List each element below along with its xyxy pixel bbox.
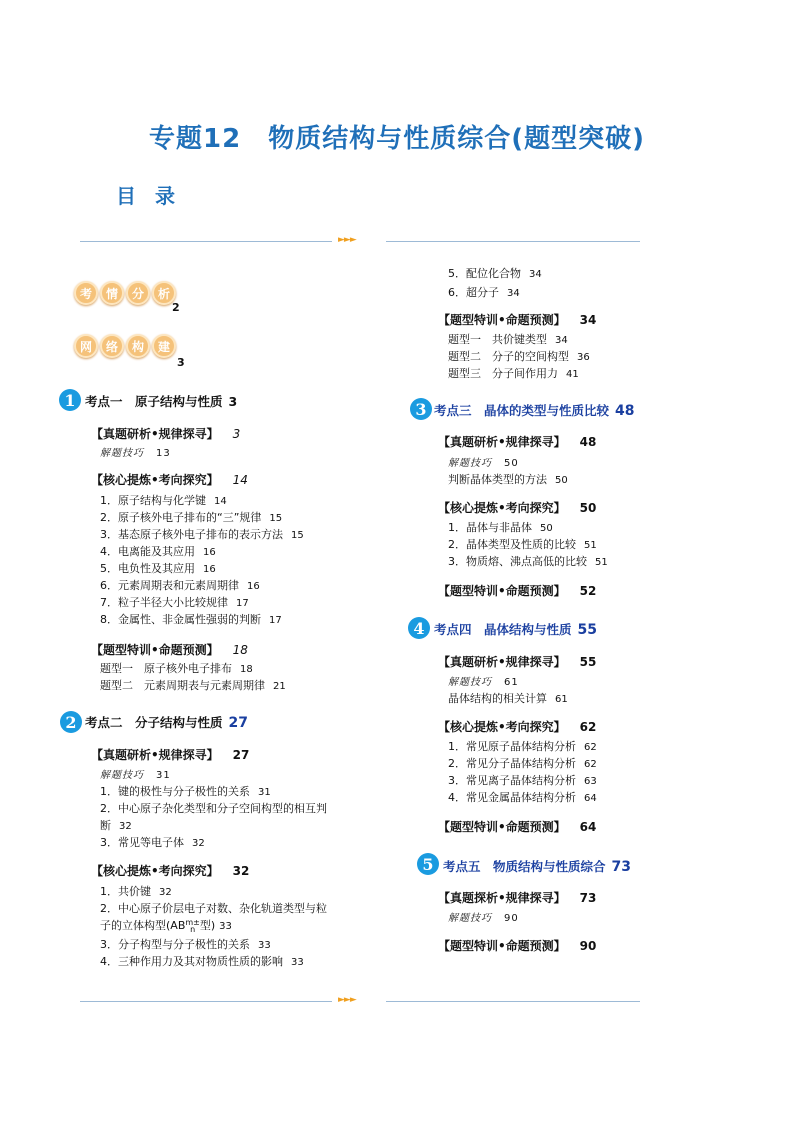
divider-bottom-right: [386, 1001, 640, 1002]
page-number: 31: [156, 770, 171, 781]
toc-tip[interactable]: [448, 673, 519, 688]
toc-item[interactable]: [100, 611, 282, 627]
toc-item[interactable]: [100, 953, 304, 969]
item-label: 6．超分子: [448, 286, 499, 299]
kaodian-label: 考点三 晶体的类型与性质比较: [434, 403, 610, 418]
toc-item[interactable]: [448, 772, 597, 788]
item-label: 1．晶体与非晶体: [448, 521, 532, 534]
item-label: 2．原子核外电子排布的“三”规律: [100, 511, 262, 524]
badge-char: 析: [152, 281, 176, 305]
toc-item[interactable]: [100, 936, 271, 952]
tip-label: 解题技巧: [448, 913, 492, 924]
item-label: 1．常见原子晶体结构分析: [448, 740, 576, 753]
toc-tip[interactable]: [100, 766, 171, 781]
page-number: 50: [555, 475, 568, 486]
toc-item[interactable]: [448, 755, 597, 771]
page-number: 36: [577, 352, 590, 363]
page-number: 52: [579, 584, 597, 598]
toc-item[interactable]: [448, 365, 579, 381]
toc-item[interactable]: [100, 526, 304, 542]
toc-section[interactable]: [438, 653, 596, 670]
toc-kaodian-5[interactable]: [443, 857, 631, 875]
toc-section[interactable]: [438, 499, 596, 516]
toc-item[interactable]: [100, 543, 216, 559]
toc-item[interactable]: [100, 677, 286, 693]
page-number: 34: [579, 313, 597, 327]
item-label: 型): [199, 919, 216, 932]
page-number: 62: [579, 720, 597, 734]
toc-item[interactable]: [100, 509, 282, 525]
section-label: 【题型特训•命题预测】: [91, 643, 219, 657]
toc-item[interactable]: [100, 883, 172, 899]
toc-item[interactable]: [100, 800, 327, 816]
toc-kaodian-4[interactable]: [434, 620, 597, 638]
page-number: 31: [258, 787, 271, 798]
toc-item[interactable]: [100, 660, 253, 676]
toc-section[interactable]: [91, 746, 249, 763]
toc-item[interactable]: [100, 817, 132, 833]
toc-item[interactable]: [100, 560, 216, 576]
item-label: 晶体结构的相关计算: [448, 692, 547, 705]
tip-label: 解题技巧: [448, 458, 492, 469]
divider-bottom-left: [80, 1001, 332, 1002]
page-number: 73: [611, 859, 631, 875]
item-label: 2．常见分子晶体结构分析: [448, 757, 576, 770]
page-number: 34: [507, 288, 520, 299]
toc-item[interactable]: [448, 471, 568, 487]
divider-top-right: [386, 241, 640, 242]
kaodian-label: 考点五 物质结构与性质综合: [443, 859, 606, 874]
toc-heading: 目 录: [116, 184, 181, 208]
page-number: 17: [236, 598, 249, 609]
item-label: 1．共价键: [100, 885, 151, 898]
kaodian-label: 考点二 分子结构与性质: [85, 715, 223, 730]
badge-network-build[interactable]: [74, 334, 176, 358]
section-label: 【核心提炼•考向探究】: [438, 501, 566, 515]
number-circle-icon: 1: [59, 389, 81, 411]
badge-char: 络: [100, 334, 124, 358]
page-number: 48: [579, 435, 597, 449]
page-number: 55: [579, 655, 597, 669]
toc-item[interactable]: [100, 917, 232, 933]
toc-item[interactable]: [448, 284, 520, 300]
page-number: 51: [584, 540, 597, 551]
page-number: 33: [291, 957, 304, 968]
page-number: 32: [119, 821, 132, 832]
section-label: 【真题研析•规律探寻】: [438, 655, 566, 669]
item-label: 2．中心原子价层电子对数、杂化轨道类型与粒: [100, 902, 327, 915]
page-number: 15: [291, 530, 304, 541]
page-number: 16: [203, 547, 216, 558]
toc-section[interactable]: [438, 718, 596, 735]
page-number: 51: [595, 557, 608, 568]
page-number: 33: [258, 940, 271, 951]
toc-section[interactable]: [438, 311, 596, 328]
page-number: 3: [232, 427, 241, 441]
number-circle-icon: 4: [408, 617, 430, 639]
item-label: 4．常见金属晶体结构分析: [448, 791, 576, 804]
page-number: 32: [192, 838, 205, 849]
section-label: 【真题研析•规律探寻】: [91, 427, 219, 441]
page-number: 50: [504, 458, 519, 469]
item-label: 题型三 分子间作用力: [448, 367, 558, 380]
toc-kaodian-1[interactable]: [85, 392, 237, 410]
item-label: 题型一 原子核外电子排布: [100, 662, 232, 675]
item-label: 3．常见离子晶体结构分析: [448, 774, 576, 787]
item-label: 5．电负性及其应用: [100, 562, 195, 575]
item-label: 题型二 元素周期表与元素周期律: [100, 679, 265, 692]
page-number: 64: [584, 793, 597, 804]
toc-section[interactable]: [438, 889, 596, 906]
item-label: 判断晶体类型的方法: [448, 473, 547, 486]
badge-char: 建: [152, 334, 176, 358]
toc-item[interactable]: [100, 492, 227, 508]
toc-item[interactable]: [448, 553, 608, 569]
page-number: 27: [228, 715, 248, 731]
section-label: 【真题探析•规律探寻】: [438, 891, 566, 905]
page-number: 61: [504, 677, 519, 688]
number-circle-icon: 3: [410, 398, 432, 420]
item-label: 题型一 共价键类型: [448, 333, 547, 346]
page-number: 3: [228, 394, 238, 409]
toc-item[interactable]: [448, 789, 597, 805]
section-label: 【题型特训•命题预测】: [438, 584, 566, 598]
item-label: 8．金属性、非金属性强弱的判断: [100, 613, 261, 626]
toc-item[interactable]: [448, 331, 568, 347]
arrows-icon: ►►►: [338, 995, 356, 1005]
item-label: 5．配位化合物: [448, 267, 521, 280]
page-number: 32: [232, 864, 250, 878]
item-label: 2．晶体类型及性质的比较: [448, 538, 576, 551]
page-number: 18: [240, 664, 253, 675]
toc-item[interactable]: [100, 900, 327, 916]
section-label: 【题型特训•命题预测】: [438, 313, 566, 327]
number-circle-icon: 2: [60, 711, 82, 733]
toc-item[interactable]: [448, 519, 553, 535]
page-number: 61: [555, 694, 568, 705]
page-number: 14: [232, 473, 248, 487]
toc-tip[interactable]: [448, 909, 519, 924]
section-label: 【真题研析•规律探寻】: [91, 748, 219, 762]
page-number: 21: [273, 681, 286, 692]
divider-top-left: [80, 241, 332, 242]
toc-section[interactable]: [438, 433, 596, 450]
item-label: 子的立体构型(AB: [100, 919, 186, 932]
badge-char: 情: [100, 281, 124, 305]
page-number: 62: [584, 742, 597, 753]
badge-char: 构: [126, 334, 150, 358]
tip-label: 解题技巧: [100, 448, 144, 459]
page-number: 15: [269, 513, 283, 524]
toc-item[interactable]: [100, 783, 271, 799]
section-label: 【真题研析•规律探寻】: [438, 435, 566, 449]
item-label: 2．中心原子杂化类型和分子空间构型的相互判: [100, 802, 327, 815]
toc-section[interactable]: [91, 862, 249, 879]
section-label: 【核心提炼•考向探究】: [438, 720, 566, 734]
toc-kaodian-3[interactable]: [434, 401, 635, 419]
item-label: 断: [100, 819, 111, 832]
tip-label: 解题技巧: [100, 770, 144, 781]
badge-char: 网: [74, 334, 98, 358]
page-number: 32: [159, 887, 172, 898]
item-label: 4．三种作用力及其对物质性质的影响: [100, 955, 283, 968]
item-label: 3．物质熔、沸点高低的比较: [448, 555, 587, 568]
item-label: 7．粒子半径大小比较规律: [100, 596, 228, 609]
item-label: 题型二 分子的空间构型: [448, 350, 569, 363]
toc-section[interactable]: [438, 818, 596, 835]
page-number: 50: [540, 523, 553, 534]
toc-section[interactable]: [91, 471, 248, 488]
toc-tip[interactable]: [100, 444, 171, 459]
section-label: 【核心提炼•考向探究】: [91, 864, 219, 878]
toc-item[interactable]: [448, 265, 542, 281]
section-label: 【题型特训•命题预测】: [438, 939, 566, 953]
badge-char: 分: [126, 281, 150, 305]
toc-section[interactable]: [91, 641, 248, 658]
section-label: 【题型特训•命题预测】: [438, 820, 566, 834]
page-number: 14: [214, 496, 227, 507]
page-number: 17: [269, 615, 282, 626]
subscript: n: [190, 925, 196, 934]
page-number: 55: [577, 622, 597, 638]
number-circle-icon: 5: [417, 853, 439, 875]
toc-item[interactable]: [100, 834, 205, 850]
item-label: 1．键的极性与分子极性的关系: [100, 785, 250, 798]
page-number: 18: [232, 643, 248, 657]
superscript: m±: [185, 918, 200, 927]
page-number: 73: [579, 891, 597, 905]
arrows-icon: ►►►: [338, 235, 356, 245]
page-number: 27: [232, 748, 250, 762]
page-number: 90: [504, 913, 519, 924]
item-label: 3．基态原子核外电子排布的表示方法: [100, 528, 283, 541]
toc-item[interactable]: [448, 536, 597, 552]
badge-exam-analysis[interactable]: [74, 281, 176, 305]
page-number: 50: [579, 501, 597, 515]
toc-tip[interactable]: [448, 454, 519, 469]
page-number: 62: [584, 759, 597, 770]
page-number: 34: [529, 269, 542, 280]
toc-item[interactable]: [100, 594, 249, 610]
tip-label: 解题技巧: [448, 677, 492, 688]
page-number: 41: [566, 369, 579, 380]
toc-item[interactable]: [448, 738, 597, 754]
toc-section[interactable]: [91, 425, 240, 442]
page-number: 64: [579, 820, 597, 834]
toc-item[interactable]: [448, 348, 590, 364]
page-number: 90: [579, 939, 597, 953]
page-number: 34: [555, 335, 568, 346]
page-number: 3: [177, 356, 185, 369]
item-label: 3．常见等电子体: [100, 836, 184, 849]
page-number: 16: [247, 581, 260, 592]
toc-item[interactable]: [100, 577, 260, 593]
page-number: 63: [584, 776, 597, 787]
page-number: 16: [203, 564, 216, 575]
toc-section[interactable]: [438, 937, 596, 954]
page-title: 专题12 物质结构与性质综合(题型突破): [149, 124, 645, 154]
section-label: 【核心提炼•考向探究】: [91, 473, 219, 487]
page-number: 2: [172, 301, 180, 314]
toc-item[interactable]: [448, 690, 568, 706]
page-number: 48: [615, 403, 635, 419]
badge-char: 考: [74, 281, 98, 305]
toc-section[interactable]: [438, 582, 596, 599]
item-label: 4．电离能及其应用: [100, 545, 195, 558]
page-number: 13: [156, 448, 171, 459]
item-label: 1．原子结构与化学键: [100, 494, 206, 507]
page-number: 33: [219, 921, 232, 932]
item-label: 6．元素周期表和元素周期律: [100, 579, 239, 592]
kaodian-label: 考点一 原子结构与性质: [85, 394, 223, 409]
kaodian-label: 考点四 晶体结构与性质: [434, 622, 572, 637]
item-label: 3．分子构型与分子极性的关系: [100, 938, 250, 951]
toc-kaodian-2[interactable]: [85, 713, 248, 731]
